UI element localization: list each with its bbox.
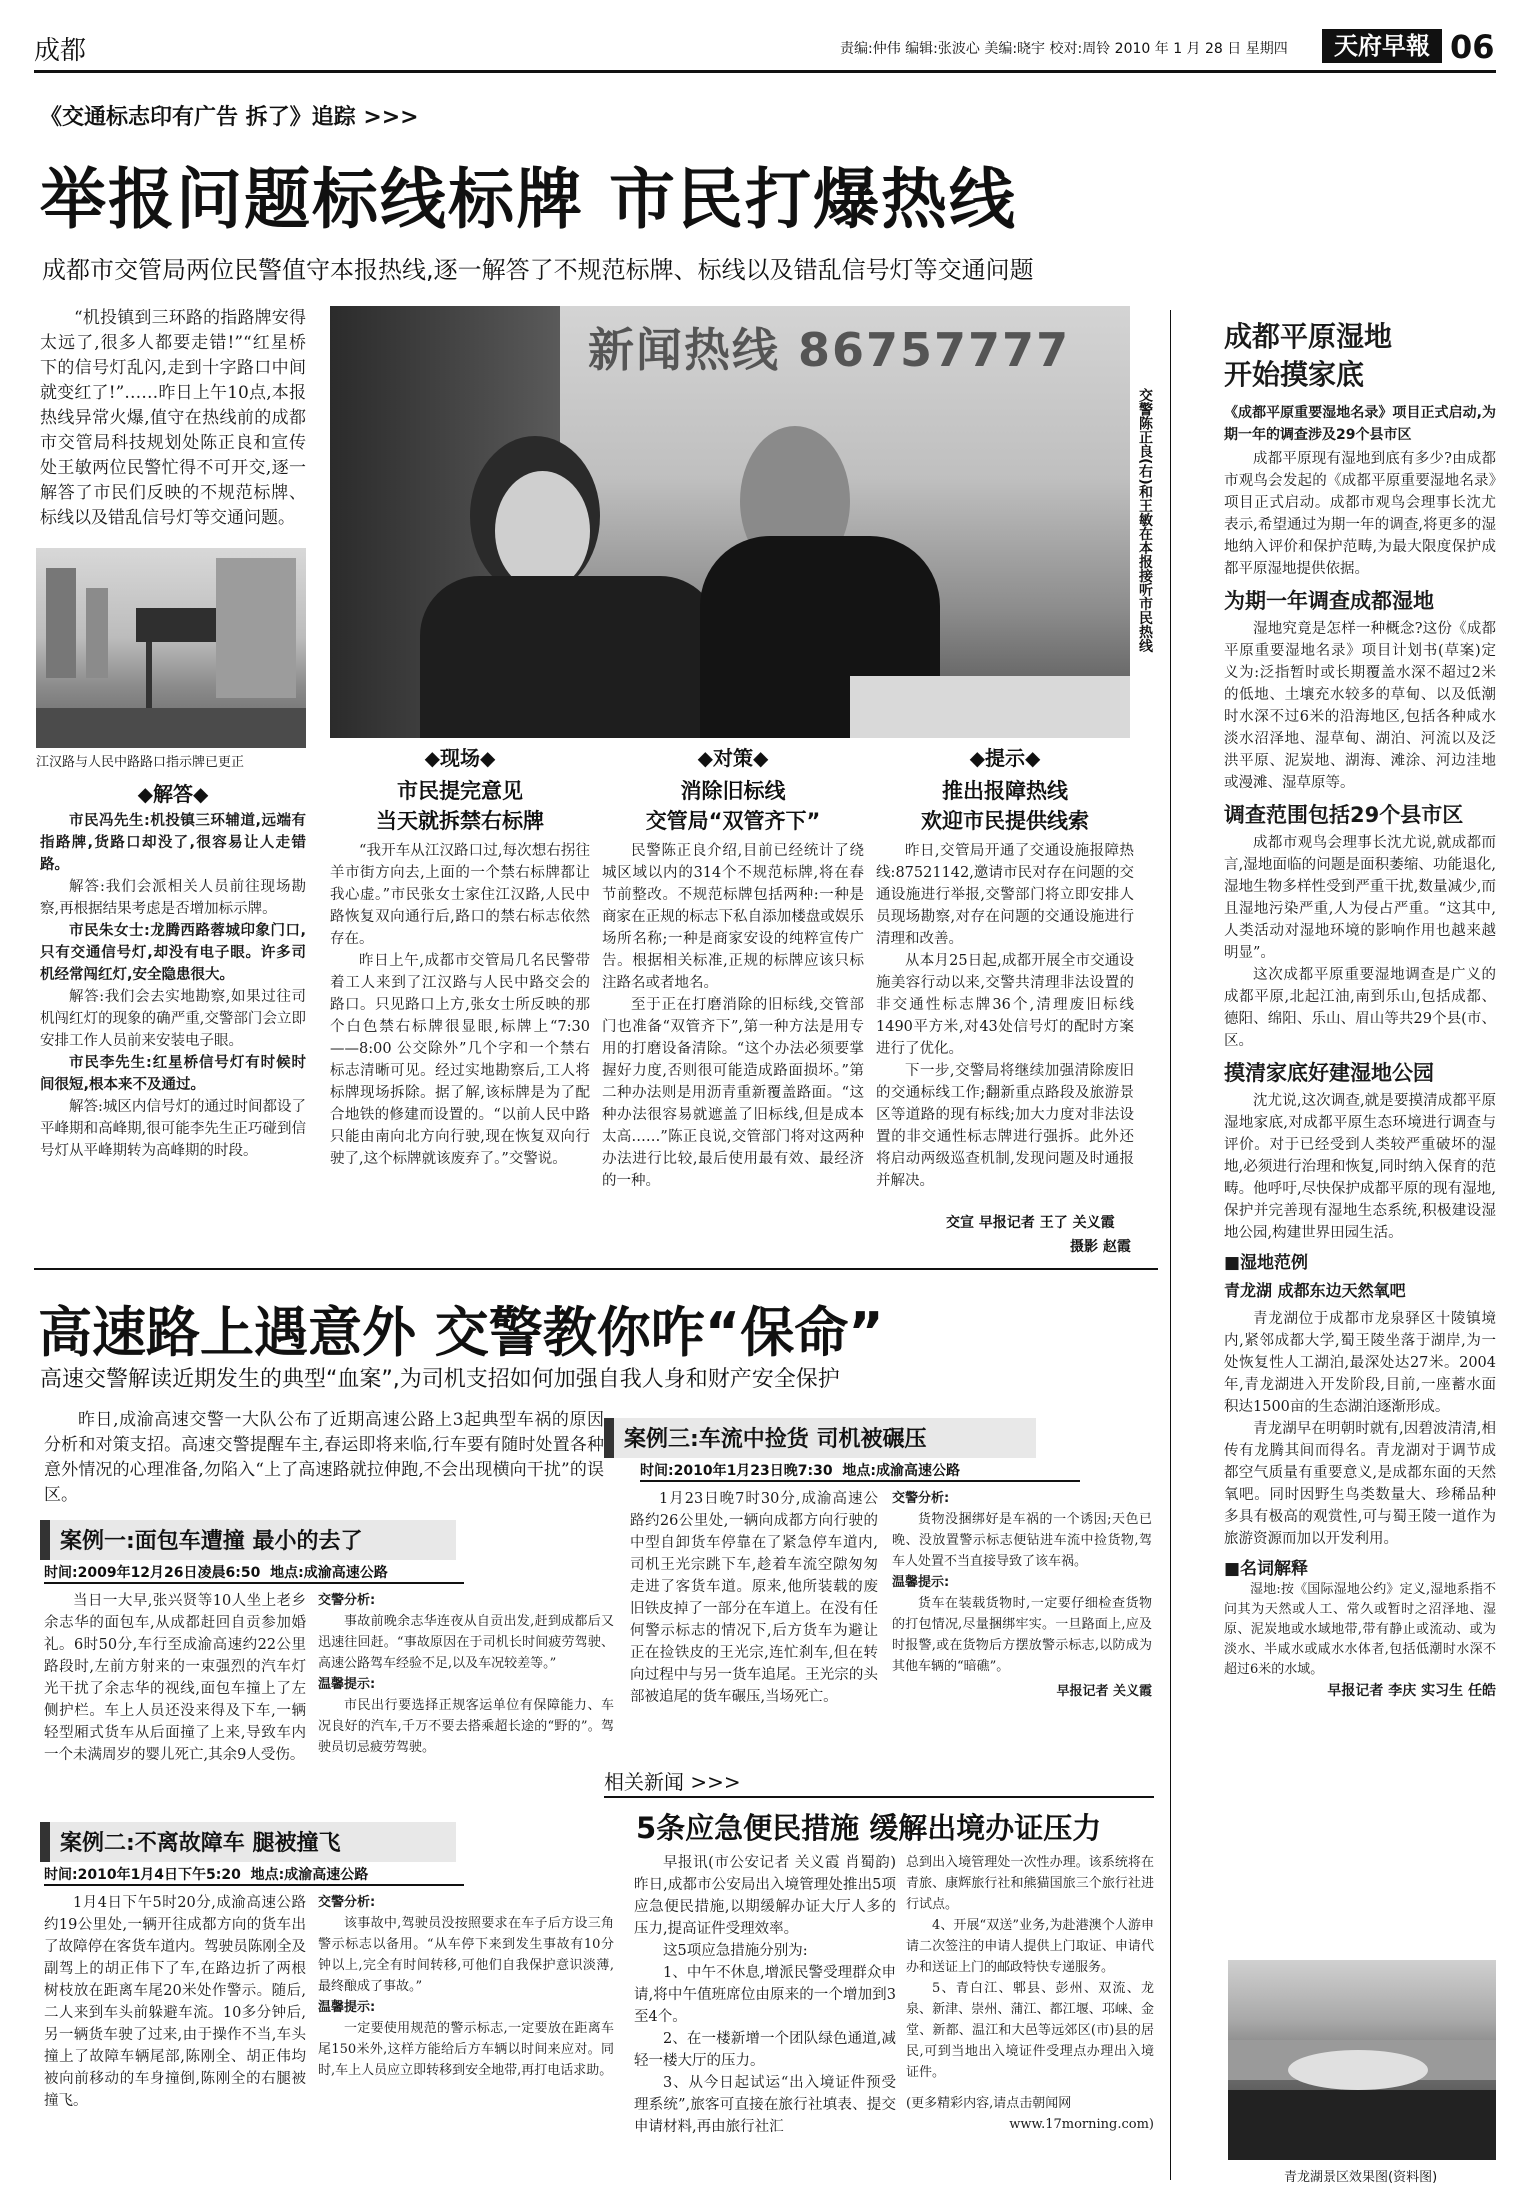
qa-header: ◆解答◆ xyxy=(137,782,209,806)
case1-meta: 时间:2009年12月26日凌晨6:50 地点:成渝高速公路 xyxy=(44,1562,464,1584)
qa-question: 市民李先生:红星桥信号灯有时候时间很短,根本来不及通过。 xyxy=(40,1055,306,1093)
story1-headline: 举报问题标线标牌 市民打爆热线 xyxy=(40,161,1017,238)
page-number: 06 xyxy=(1450,28,1495,66)
related-rule xyxy=(604,1796,1154,1798)
story1-kicker: 《交通标志印有广告 拆了》追踪 >>> xyxy=(40,105,419,130)
story2-intro: 昨日,成渝高速交警一大队公布了近期高速公路上3起典型车祸的原因分析和对策支招。高速交警提醒车主,春运即将来临,行车要有随时处置各种意外情况的心理准备,勿陷入“上了高速路就拉伸跑,不会出现横向干扰”的误区。 xyxy=(44,1410,604,1505)
xianchang-label: ◆现场◆ xyxy=(424,746,496,770)
story1-deck: 成都市交管局两位民警值守本报热线,逐一解答了不规范标牌、标线以及错乱信号灯等交通问题 xyxy=(42,256,1034,284)
qa-question: 市民冯先生:机投镇三环辅道,远端有指路牌,货路口却没了,很容易让人走错路。 xyxy=(40,813,306,873)
hotline-photo xyxy=(330,306,1130,738)
case1-notes: 交警分析: 事故前晚余志华连夜从自贡出发,赶到成都后又迅速往回赶。“事故原因在于司机长时间疲劳驾驶、高速公路驾车经验不足,以及车况较差等。” 温馨提示: 市民出行要选择正规客运单位有保障能力、车况良好的汽车,千万不要去搭乘超长途的“野的”。驾驶员切忌疲劳驾驶。 xyxy=(318,1593,614,1755)
qa-question: 市民朱女士:龙腾西路蓉城印象门口,只有交通信号灯,却没有电子眼。许多司机经常闯红灯,安全隐患很大。 xyxy=(40,923,306,983)
story2-deck: 高速交警解读近期发生的典型“血案”,为司机支招如何加强自我人身和财产安全保护 xyxy=(40,1367,840,1392)
tishi-photo-byline: 摄影 赵霞 xyxy=(1070,1239,1131,1255)
duice-body: 民警陈正良介绍,目前已经统计了绕城区域以内的314个不规范标牌,将在春节前整改。不规范标牌包括两种:一种是商家在正规的标志下私自添加楼盘或娱乐场所名称;一种是商家安设的纯粹宣传广告。根据相关标准,正规的标牌应该只标注路名或者地名。 至于正在打磨消除的旧标线,交管部门也准备“双管齐下”,第一种方法是用专用的打磨设备清除。“这个办法必须要掌握好力度,否则很可能造成路面损坏。”第二种办法则是用沥青重新覆盖路面。“这种办法很容易就遮盖了旧标线,但是成本太高……”陈正良说,交管部门将对这两种办法进行比较,最后使用最有效、最经济的一种。 xyxy=(602,843,864,1189)
wetland-summary: 《成都平原重要湿地名录》项目正式启动,为期一年的调查涉及29个县市区 xyxy=(1224,405,1496,443)
story1-intro: “机投镇到三环路的指路牌安得太远了,很多人都要走错!”“红星桥下的信号灯乱闪,走到十字路口中间就变红了!”……昨日上午10点,本报热线异常火爆,值守在热线前的成都市交管局科技规划处陈正良和宣传处王敏两位民警忙得不可开交,逐一解答了市民们反映的不规范标牌、标线以及错乱信号灯等交通问题。 xyxy=(40,308,306,528)
right-column: 成都平原湿地 开始摸家底 《成都平原重要湿地名录》项目正式启动,为期一年的调查涉及29个县市区 成都平原现有湿地到底有多少?由成都市观鸟会发起的《成都平原重要湿地名录》项目正式启动。成都市观鸟会理事长沈尤表示,希望通过为期一年的调查,将更多的湿地纳入评价和保护范畴,为最大限度保护成都平原湿地提供依据。 为期一年调查成都湿地 湿地究竟是怎样一种概念?这份《成都平原重要湿地名录》项目计划书(草案)定义为:泛指暂时或长期覆盖水深不超过2米的低地、土壤充水较多的草甸、以及低潮时水深不过6米的沿海地区,包括各种咸水淡水沼泽地、湿草甸、湖泊、河流以及泛洪平原、泥炭地、湖海、滩涂、河边洼地或漫滩、湿草原等。 调查范围包括29个县市区 成都市观鸟会理事长沈尤说,就成都而言,湿地面临的问题是面积萎缩、功能退化,湿地生物多样性受到严重干扰,数量减少,而且湿地污染严重,人为侵占严重。“这其中,人类活动对湿地环境的影响作用也越来越明显”。 这次成都平原重要湿地调查是广义的成都平原,北起江油,南到乐山,包括成都、德阳、绵阳、乐山、眉山等共29个县(市、区。 摸清家底好建湿地公园 沈尤说,这次调查,就是要摸清成都平原湿地家底,对成都平原生态环境进行调查与评价。对于已经受到人类较严重破坏的湿地,必须进行治理和恢复,同时纳入保育的范畴。他呼吁,尽快保护成都平原的现有湿地,保护并完善现有湿地生态系统,积极建设湿地公园,构建世界田园生活。 ■湿地范例 青龙湖 成都东边天然氧吧 青龙湖位于成都市龙泉驿区十陵镇境内,紧邻成都大学,蜀王陵坐落于湖岸,为一处恢复性人工湖泊,最深处达27米。2004年,青龙湖进入开发阶段,目前,一座蓄水面积达1500亩的生态湖泊逐渐形成。 青龙湖早在明朝时就有,因碧波清清,相传有龙腾其间而得名。青龙湖对于调节成都空气质量有重要意义,是成都东面的天然氧吧。同时因野生鸟类数量大、珍稀品种多具有极高的观赏性,可与蜀王陵一道作为旅游资源而加以开发利用。 ■名词解释 湿地:按《国际湿地公约》定义,湿地系指不问其为天然或人工、常久或暂时之沼泽地、湿原、泥炭地或水域地带,带有静止或流动、或为淡水、半咸水或咸水水体者,包括低潮时水深不超过6米的水域。 早报记者 李庆 实习生 任皓 xyxy=(1224,318,1496,1702)
related-headline: 5条应急便民措施 缓解出境办证压力 xyxy=(636,1811,1102,1845)
wetland-byline: 早报记者 李庆 实习生 任皓 xyxy=(1327,1683,1496,1699)
case1-title: 案例一:面包车遭撞 最小的去了 xyxy=(60,1529,363,1554)
glossary-label: ■名词解释 xyxy=(1224,1559,1309,1579)
case1-body: 当日一大早,张兴贤等10人坐上老乡余志华的面包车,从成都赶回自贡参加婚礼。6时50分,车行至成渝高速约22公里路段时,左前方射来的一束强烈的汽车灯光干扰了余志华的视线,面包车撞上了左侧护栏。车上人员还没来得及下车,一辆轻型厢式货车从后面撞了上来,导致车内一个未满周岁的婴儿死亡,其余9人受伤。 xyxy=(44,1593,306,1763)
paper-logo: 天府早報 xyxy=(1322,29,1442,63)
story1-bottom-rule xyxy=(34,1268,1158,1270)
wetland-sub1: 为期一年调查成都湿地 xyxy=(1224,589,1434,613)
wetland-sub2: 调查范围包括29个县市区 xyxy=(1224,803,1464,827)
xianchang-title: 市民提完意见 当天就拆禁右标牌 xyxy=(376,779,544,833)
story2-headline: 高速路上遇意外 交警教你咋“保命” xyxy=(38,1301,884,1364)
case3-title: 案例三:车流中捡货 司机被碾压 xyxy=(624,1427,927,1452)
related-kicker: 相关新闻 >>> xyxy=(604,1770,741,1794)
right-column-divider xyxy=(1170,310,1171,2180)
qa-answer: 解答:我们会去实地勘察,如果过往司机闯红灯的现象的确严重,交警部门会立即安排工作人员前来安装电子眼。 xyxy=(40,989,306,1049)
related-col2: 总到出入境管理处一次性办理。该系统将在青旅、康辉旅行社和熊猫国旅三个旅行社进行试点。 4、开展“双送”业务,为赴港澳个人游申请二次签注的申请人提供上门取证、申请代办和送证上门的邮政特快专递服务。 5、青白江、郫县、彭州、双流、龙泉、新津、崇州、蒲江、都江堰、邛崃、金堂、新都、温江和大邑等远郊区(市)县的居民,可到当地出入境证件受理点办理出入境证件。 (更多精彩内容,请点击朝闻网 www.17morning.com) xyxy=(906,1852,1154,2135)
duice-label: ◆对策◆ xyxy=(697,746,769,770)
section-label: 成都 xyxy=(34,36,87,66)
case3-body: 1月23日晚7时30分,成渝高速公路约26公里处,一辆向成都方向行驶的中型自卸货车停靠在了紧急停车道内,司机王光宗跳下车,趁着车流空隙匆匆走进了客货车道。原来,他所装载的废旧铁皮掉了一部分在车道上。在没有任何警示标志的情况下,后方货车为避让正在捡铁皮的王光宗,连忙刹车,但在转向过程中与另一货车追尾。王光宗的头部被追尾的货车碾压,当场死亡。 xyxy=(630,1491,878,1705)
case2-notes: 交警分析: 该事故中,驾驶员没按照要求在车子后方设三角警示标志以备用。“从车停下来到发生事故有10分钟以上,完全有时间转移,可他们自我保护意识淡薄,最终酿成了事故。” 温馨提示: 一定要使用规范的警示标志,一定要放在距离车尾150米外,这样方能给后方车辆以时间来应对。同时,车上人员应立即转移到安全地带,再打电话求助。 xyxy=(318,1895,614,2078)
street-photo-caption: 江汉路与人民中路路口指示牌已更正 xyxy=(36,755,245,770)
case3-notes: 交警分析: 货物没捆绑好是车祸的一个诱因;天色已晚、没放置警示标志便钻进车流中捡货物,驾车人处置不当直接导致了该车祸。 温馨提示: 货车在装载货物时,一定要仔细检查货物的打包情况,尽量捆绑牢实。一旦路面上,应及时报警,或在货物后方摆放警示标志,以防成为其他车辆的“暗礁”。 早报记者 关义霞 xyxy=(892,1488,1152,1702)
tishi-body: 昨日,交管局开通了交通设施报障热线:87521142,邀请市民对存在问题的交通设施进行举报,交警部门将立即安排人员现场勘察,对存在问题的交通设施进行清理和改善。 从本月25日起,成都开展全市交通设施美容行动以来,交警共清理非法设置的非交通性标志牌36个,清理废旧标线1490平方米,对43处信号灯的配时方案进行了优化。 下一步,交警局将继续加强清除废旧的交通标线工作;翻新重点路段及旅游景区等道路的现有标线;加大力度对非法设置的非交通性标志牌进行强拆。此外还将启动两级巡查机制,发现问题及时通报并解决。 xyxy=(876,843,1134,1189)
lake-photo xyxy=(1228,1960,1496,2160)
xianchang-body: “我开车从江汉路口过,每次想右拐往羊市街方向去,上面的一个禁右标牌都让我心虚。”市民张女士家住江汉路,人民中路恢复双向通行后,路口的禁右标志依然存在。 昨日上午,成都市交管局几名民警带着工人来到了江汉路与人民中路交会的路口。只见路口上方,张女士所反映的那个白色禁右标牌很显眼,标牌上“7:30——8:00 公交除外”几个字和一个禁右标志清晰可见。经过实地勘察后,工人将标牌现场拆除。据了解,该标牌是为了配合地铁的修建而设置的。“以前人民中路只能由南向北方向行驶,现在恢复双向行驶了,这个标牌就该废弃了。”交警说。 xyxy=(330,843,590,1167)
qa-answer: 解答:我们会派相关人员前往现场勘察,再根据结果考虑是否增加标示牌。 xyxy=(40,879,306,917)
related-url[interactable]: www.17morning.com) xyxy=(1009,2117,1154,2132)
tishi-title: 推出报障热线 欢迎市民提供线索 xyxy=(921,779,1089,833)
duice-title: 消除旧标线 交管局“双管齐下” xyxy=(645,779,821,833)
tishi-byline: 交宣 早报记者 王了 关义霞 xyxy=(946,1215,1115,1231)
street-photo xyxy=(36,548,306,748)
hotline-banner-text: 新闻热线 86757777 xyxy=(588,323,1071,377)
case2-title: 案例二:不离故障车 腿被撞飞 xyxy=(60,1831,341,1856)
related-more: (更多精彩内容,请点击朝闻网 xyxy=(906,2096,1072,2111)
lake-photo-caption: 青龙湖景区效果图(资料图) xyxy=(1284,2170,1438,2185)
qa-list xyxy=(40,810,306,1162)
case3-byline: 早报记者 关义霞 xyxy=(1056,1684,1152,1699)
case2-meta: 时间:2010年1月4日下午5:20 地点:成渝高速公路 xyxy=(44,1864,464,1886)
case2-title-box xyxy=(40,1822,456,1862)
credits-line: 责编:仲伟 编辑:张波心 美编:晓宇 校对:周铃 2010 年 1 月 28 日 星期四 xyxy=(840,41,1288,57)
case3-meta: 时间:2010年1月23日晚7:30 地点:成渝高速公路 xyxy=(640,1460,1080,1482)
case1-title-box xyxy=(40,1520,456,1560)
hotline-photo-caption: 交警陈正良(右)和王敏在本报接听市民热线 xyxy=(1137,388,1153,653)
wetland-sub3: 摸清家底好建湿地公园 xyxy=(1224,1061,1434,1085)
example-label: ■湿地范例 xyxy=(1224,1253,1309,1273)
case3-title-box xyxy=(604,1418,1036,1458)
case2-body: 1月4日下午5时20分,成渝高速公路约19公里处,一辆开往成都方向的货车出了故障停在客货车道内。驾驶员陈刚全及副驾上的胡正伟下了车,在路边折了两根树枝放在距离车尾20米处作警示。随后,二人来到车头前躲避车流。10多分钟后,另一辆货车驶了过来,由于操作不当,车头撞上了故障车辆尾部,陈刚全、胡正伟均被向前移动的车身撞倒,陈刚全的右腿被撞飞。 xyxy=(44,1895,306,2109)
qa-answer: 解答:城区内信号灯的通过时间都设了平峰期和高峰期,很可能李先生正巧碰到信号灯从平峰期转为高峰期的时段。 xyxy=(40,1099,306,1159)
example-title: 青龙湖 成都东边天然氧吧 xyxy=(1224,1281,1406,1300)
wetland-headline: 成都平原湿地 开始摸家底 xyxy=(1224,320,1393,391)
related-col1: 早报讯(市公安记者 关义霞 肖蜀韵)昨日,成都市公安局出入境管理处推出5项应急便民措施,以期缓解办证大厅人多的压力,提高证件受理效率。 这5项应急措施分别为: 1、中午不休息,增派民警受理群众申请,将中午值班席位由原来的一个增加到3至4个。 2、在一楼新增一个团队绿色通道,减轻一楼大厅的压力。 3、从今日起试运“出入境证件预受理系统”,旅客可直接在旅行社填表、提交申请材料,再由旅行社汇 xyxy=(634,1855,896,2135)
masthead-rule xyxy=(34,70,1496,73)
tishi-label: ◆提示◆ xyxy=(969,746,1041,770)
